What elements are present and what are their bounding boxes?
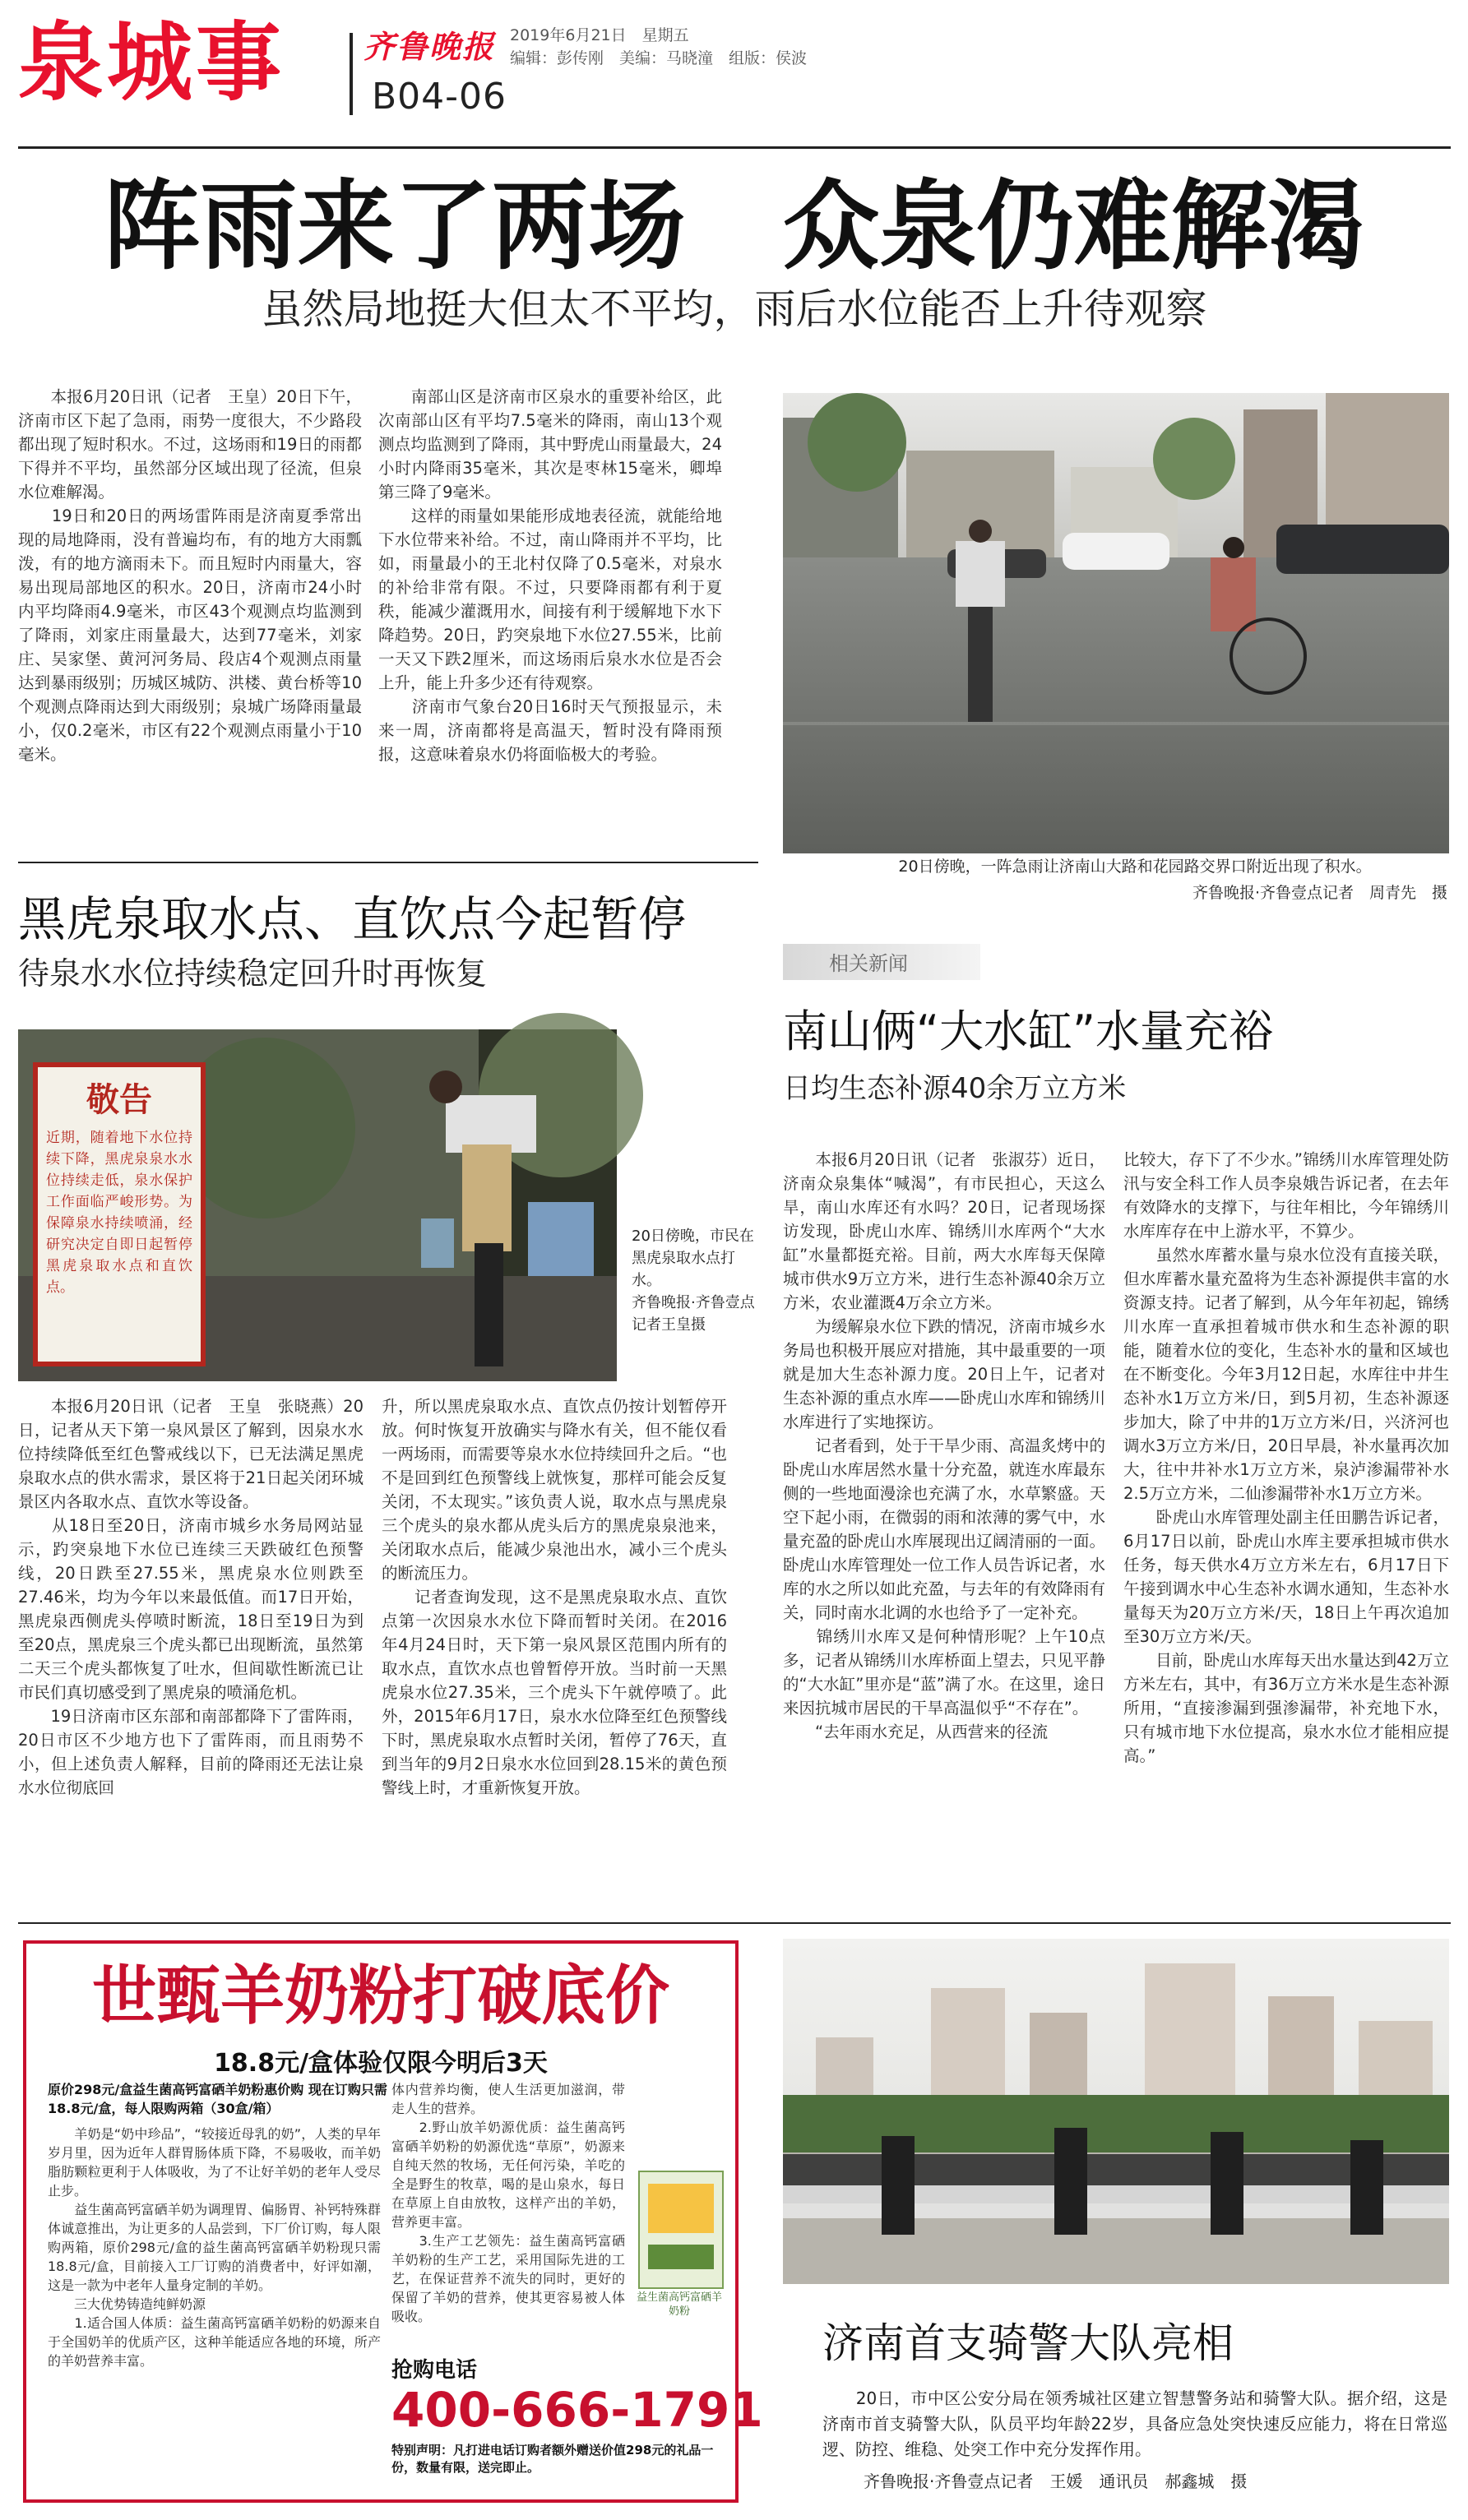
section-divider-left [18, 862, 758, 863]
ad-body1: 羊奶是“奶中珍品”，“较接近母乳的奶”，人类的早年岁月里，因为近年人群胃肠体质下降，不易吸收，而羊奶脂肪颗粒更利于人体吸收，为了不让好羊奶的老年人受尽止步。 益生菌高钙富硒羊奶为调理胃、偏肠胃、补钙特殊群体诚意推出，为让更多的人品尝到，下厂价订购，每人限购两箱，原价298元/盒的益生菌高钙富硒羊奶粉现只需18.8元/盒，目前接入工厂订购的消费者中，好评如潮，这是一款为中老年人量身定制的羊奶。 三大优势铸造纯鲜奶源 1.适合国人体质：益生菌高钙富硒羊奶粉的奶源来自于全国奶羊的优质产区，这种羊能适应各地的环境，所产的羊奶营养丰富。 [48, 2126, 381, 2369]
lead-col1: 本报6月20日讯（记者 王皇）20日下午，济南市区下起了急雨，雨势一度很大，不少路段都出现了短时积水。不过，这场雨和19日的雨都下得并不平均，虽然部分区域出现了径流，但泉水位难解渴。 19日和20日的两场雷阵雨是济南夏季常出现的局地降雨，没有普遍均布，有的地方大雨瓢泼，有的地方滴雨未下。而且短时内雨量大，容易出现局部地区的积水。20日，济南市24小时内平均降雨4.9毫米，市区43个观测点均监测到了降雨，刘家庄雨量最大，达到77毫米，刘家庄、吴家堡、黄河河务局、段店4个观测点雨量达到暴雨级别；历城区城防、洪楼、黄台桥等10个观测点降雨达到大雨级别；泉城广场降雨量最小，仅0.2毫米，市区有22个观测点雨量小于10毫米。 [18, 387, 362, 764]
heihu-subhead: 待泉水水位持续稳定回升时再恢复 [18, 955, 488, 992]
flood-photo-credit: 齐鲁晚报·齐鲁壹点记者 周青先 摄 [1192, 884, 1447, 902]
editors-line: 编辑：彭传刚 美编：马晓潼 组版：侯波 [510, 49, 808, 67]
police-headline: 济南首支骑警大队亮相 [822, 2319, 1234, 2367]
section-title: 泉城事 [18, 12, 285, 113]
ad-price-line: 18.8元/盒体验仅限今明后3天 [214, 2049, 548, 2078]
nanshan-subhead: 日均生态补源40余万立方米 [783, 1072, 1127, 1105]
heihu-photo-caption: 20日傍晚，市民在黑虎泉取水点打水。 齐鲁晚报·齐鲁壹点记者王皇摄 [632, 1228, 755, 1334]
paper-logo: 齐鲁晚报 [364, 28, 496, 65]
related-news-label: 相关新闻 [829, 952, 908, 975]
date-line: 2019年6月21日 星期五 [510, 26, 689, 44]
masthead-divider [350, 33, 353, 115]
lead-headline: 阵雨来了两场 众泉仍难解渴 [103, 169, 1365, 283]
nanshan-col1: 本报6月20日讯（记者 张淑芬）近日，济南众泉集体“喊渴”，有市民担心，天这么旱，南山水库还有水吗？20日，记者现场探访发现，卧虎山水库、锦绣川水库两个“大水缸”水量都挺充裕。目前，两大水库每天保障城市供水9万立方米，进行生态补源40余万立方米，农业灌溉4万余立方米。 为缓解泉水位下跌的情况，济南市城乡水务局也积极开展应对措施，其中最重要的一项就是加大生态补源力度。20日上午，记者对生态补源的重点水库——卧虎山水库和锦绣川水库进行了实地探访。 记者看到，处于干旱少雨、高温炙烤中的卧虎山水库居然水量十分充盈，就连水库最东侧的一些地面漫涂也充满了水，水草繁盛。天空下起小雨，在微弱的雨和浓薄的雾气中，水量充盈的卧虎山水库展现出辽阔清丽的一面。卧虎山水库管理处一位工作人员告诉记者，水库的水之所以如此充盈，与去年的有效降雨有关，同时南水北调的水也给予了一定补充。 锦绣川水库又是何种情形呢？上午10点多，记者从锦绣川水库桥面上望去，只见平静的“大水缸”里亦是“蓝”满了水。在这里，途日来因抗城市居民的干旱高温似乎“不存在”。 “去年雨水充足，从西营来的径流 [783, 1150, 1105, 1741]
nanshan-headline: 南山俩“大水缸”水量充裕 [783, 1006, 1273, 1057]
flood-photo [783, 393, 1449, 853]
masthead-rule [18, 146, 1451, 149]
police-caption: 20日，市中区公安分局在领秀城社区建立智慧警务站和骑警大队。据介绍，这是济南市首支骑警大队，队员平均年龄22岁，具备应急处突快速反应能力，将在日常巡逻、防控、维稳、处突工作中充分发挥作用。 [822, 2388, 1447, 2459]
warning-sign-text: 近期，随着地下水位持续下降，黑虎泉泉水水位持续走低，泉水保护工作面临严峻形势。为保障泉水持续喷涌，经研究决定自即日起暂停黑虎泉取水点和直饮点。 [46, 1130, 192, 1296]
ad-product-image [638, 2171, 724, 2289]
ad-body2: 体内营养均衡，使人生活更加滋润，带走人生的营养。 2.野山放羊奶源优质：益生菌高钙富硒羊奶粉的奶源优选“草原”，奶源来自纯天然的牧场，无任何污染，羊吃的全是野生的牧草，喝的是山泉水，每日在草原上自由放牧，这样产出的羊奶，营养更丰富。 3.生产工艺领先：益生菌高钙富硒羊奶粉的生产工艺，采用国际先进的工艺，在保证营养不流失的同时，更好的保留了羊奶的营养，使其更容易被人体吸收。 [391, 2082, 625, 2324]
heihu-headline: 黑虎泉取水点、直饮点今起暂停 [18, 891, 687, 947]
lead-col2: 南部山区是济南市区泉水的重要补给区，此次南部山区有平均7.5毫米的降雨，南山13个观测点均监测到了降雨，其中野虎山雨量最大，24小时内降雨35毫米，其次是枣林15毫米，卿埠第三降了9毫米。 这样的雨量如果能形成地表径流，就能给地下水位带来补给。不过，南山降雨并不平均，比如，雨量最小的王北村仅降了0.5毫米，对泉水的补给非常有限。不过，只要降雨都有利于夏秩，能减少灌溉用水，间接有利于缓解地下水下降趋势。20日，趵突泉地下水位27.55米，比前一天又下跌2厘米，而这场雨后泉水水位是否会上升，能上升多少还有待观察。 济南市气象台20日16时天气预报显示，未来一周，济南都将是高温天，暂时没有降雨预报，这意味着泉水仍将面临极大的考验。 [378, 387, 722, 764]
ad-title: 世甄羊奶粉打破底价 [91, 1958, 669, 2033]
ad-product-label: 益生菌高钙富硒羊奶粉 [636, 2291, 722, 2318]
police-photo-image [783, 1939, 1449, 2284]
police-photo [783, 1939, 1449, 2284]
heihu-col2: 升，所以黑虎泉取水点、直饮点仍按计划暂停开放。何时恢复开放确实与降水有关，但不能仅看一两场雨，而需要等泉水水位持续回升之后。“也不是回到红色预警线上就恢复，那样可能会反复关闭，不太现实。”该负责人说，取水点与黑虎泉三个虎头的泉水都从虎头后方的黑虎泉泉池来，关闭取水点后，能减少泉池出水，减小三个虎头的断流压力。 记者查询发现，这不是黑虎泉取水点、直饮点第一次因泉水水位下降而暂时关闭。在2016年4月24日时，天下第一泉风景区范围内所有的取水点，直饮水点也曾暂停开放。当时前一天黑虎泉水位27.35米，三个虎头下午就停喷了。此外，2015年6月17日，泉水水位降至红色预警线下时，黑虎泉取水点暂时关闭，暂停了76天，直到当年的9月2日泉水水位回到28.15米的黄色预警线上时，才重新恢复开放。 [382, 1397, 727, 1797]
heihu-col1: 本报6月20日讯（记者 王皇 张晓燕）20日，记者从天下第一泉风景区了解到，因泉水水位持续降低至红色警戒线以下，已无法满足黑虎泉取水点的供水需求，景区将于21日起关闭环城景区内各取水点、直饮水等设备。 从18日至20日，济南市城乡水务局网站显示，趵突泉地下水位已连续三天跌破红色预警线，20日跌至27.55米，黑虎泉水位则跌至27.46米，均为今年以来最低值。而17日开始，黑虎泉西侧虎头停喷时断流，18日至19日为到至20点，黑虎泉三个虎头都已出现断流，虽然第二天三个虎头都恢复了吐水，但间歇性断流已让市民们真切感受到了黑虎泉的喷涌危机。 19日济南市区东部和南部都降下了雷阵雨，20日市区不少地方也下了雷阵雨，而且雨势不小，但上述负责人解释，目前的降雨还无法让泉水水位彻底回 [18, 1397, 364, 1797]
flood-photo-image [783, 393, 1449, 853]
ad-phone: 400-666-1791 [391, 2382, 763, 2438]
flood-photo-caption: 20日傍晚，一阵急雨让济南山大路和花园路交界口附近出现了积水。 [898, 858, 1372, 876]
section-divider-bottom [18, 1922, 1451, 1924]
warning-sign-title: 敬告 [86, 1080, 152, 1119]
ad-disclaimer: 特别声明：凡打进电话订购者额外赠送价值298元的礼品一份，数量有限，送完即止。 [391, 2443, 714, 2475]
police-credit: 齐鲁晚报·齐鲁壹点记者 王媛 通讯员 郝鑫城 摄 [864, 2471, 1248, 2491]
nanshan-col2: 比较大，存下了不少水。”锦绣川水库管理处防汛与安全科工作人员李泉娥告诉记者，在去年有效降水的支撑下，与往年相比，今年锦绣川水库库存在中上游水平，不算少。 虽然水库蓄水量与泉水位没有直接关联，但水库蓄水量充盈将为生态补源提供丰富的水资源支持。记者了解到，从今年年初起，锦绣川水库一直承担着城市供水和生态补源的职能，随着水位的变化，生态补水的量和区域也在不断变化。今年3月12日起，水库往中井生态补水1万立方米/日，到5月初，生态补源逐步加大，除了中井的1万立方米/日，兴济河也调水3万立方米/日，20日早晨，补水量再次加大，往中井补水1万立方米，泉泸渗漏带补水2.5万立方米，二仙渗漏带补水1万立方米。 卧虎山水库管理处副主任田鹏告诉记者，6月17日以前，卧虎山水库主要承担城市供水任务，每天供水4万立方米左右，6月17日下午接到调水中心生态补水调水通知，生态补水量每天为20万立方米/天，18日上午再次追加至30万立方米/天。 目前，卧虎山水库每天出水量达到42万立方米左右，其中，有36万立方米水是生态补源所用，“直接渗漏到强渗漏带，补充地下水，只有城市地下水位提高，泉水水位才能相应提高。” [1123, 1150, 1449, 1765]
ad-promo-line: 原价298元/盒益生菌高钙富硒羊奶粉惠价购 现在订购只需18.8元/盒，每人限购两箱（30盒/箱） [48, 2082, 387, 2116]
lead-subhead: 虽然局地挺大但太不平均，雨后水位能否上升待观察 [261, 285, 1207, 333]
heihu-photo [18, 1029, 617, 1381]
ad-phone-label: 抢购电话 [391, 2358, 478, 2383]
page-code: B04-06 [372, 76, 507, 118]
warning-sign [33, 1062, 206, 1366]
